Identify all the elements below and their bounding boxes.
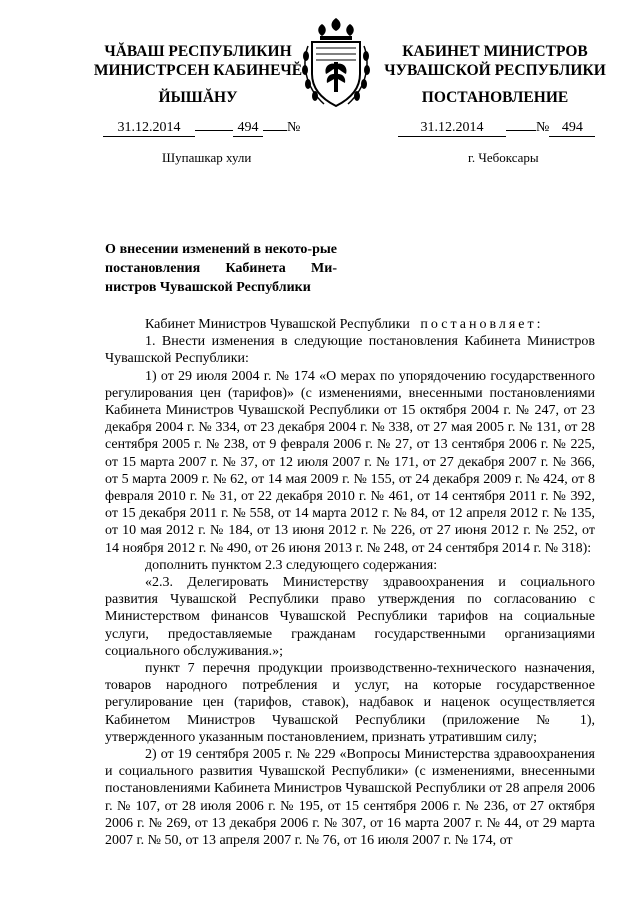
document-body [105,316,595,849]
paragraph-4: «2.3. Делегировать Министерству здравоохранения и социального развития Чувашской Республики право утверждения по согласованию с Министерством финансов Чувашской Республики тарифов на социальные услуги, предоставляемые гражданам государственными организациями социального обслуживания.»; [105,575,595,659]
paragraph-2: 1) от 29 июля 2004 г. № 174 «О мерах по упорядочению государственного регулирования цен (тарифов)» (с изменениями, внесенными постановлениями Кабинета Министров Чувашской Республики от 15 октября 2004 г. № 247, от 23 декабря 2004 г. № 334, от 23 декабря 2004 г. № 338, от 27 мая 2005 г. № 131, от 28 сентября 2005 г. № 238, от 9 февраля 2006 г. № 27, от 13 сентября 2006 г. № 225, от 15 марта 2007 г. № 37, от 12 июля 2007 г. № 171, от 27 декабря 2007 г. № 366, от 5 марта 2009 г. № 62, от 14 мая 2009 г. № 155, от 24 декабря 2009 г. № 424, от 8 февраля 2010 г. № 31, от 22 декабря 2010 г. № 461, от 14 сентября 2011 г. № 392, от 15 декабря 2011 г. № 558, от 14 марта 2012 г. № 84, от 12 апреля 2012 г. № 135, от 10 мая 2012 г. № 184, от 13 июня 2012 г. № 226, от 27 июня 2012 г. № 252, от 14 ноября 2012 г. № 490, от 26 июня 2013 г. № 248, от 24 сентября 2014 г. № 318): [105,368,595,556]
header-right-org [375,42,615,80]
date-left: 31.12.2014 [103,120,195,137]
number-left: 494 [233,120,263,137]
header-right-line1: КАБИНЕТ МИНИСТРОВ [402,43,588,60]
number-sign-right: № [536,120,550,135]
header-left-line2: МИНИСТРСЕН КАБИНЕЧĔ [93,62,303,79]
paragraph-6: 2) от 19 сентября 2005 г. № 229 «Вопросы Министерства здравоохранения и социального развития Чувашской Республики» (с изменениями, внесенными постановлениями Кабинета Министров Чувашской Республики от 28 апреля 2006 г. № 107, от 28 июля 2006 г. № 195, от 15 сентября 2006 г. № 236, от 27 октября 2006 г. № 269, от 13 декабря 2006 г. № 307, от 16 марта 2007 г. № 44, от 29 марта 2007 г. № 50, от 13 апреля 2007 г. № 76, от 16 июля 2007 г. № 174, от [105,747,595,849]
doc-type-right: ПОСТАНОВЛЕНИЕ [421,89,569,106]
paragraph-3: дополнить пунктом 2.3 следующего содержания: [145,557,438,573]
paragraph-5: пункт 7 перечня продукции производственно-технического назначения, товаров народного потребления и услуг, на которые государственное регулирование цен (тарифов, ставок), надбавок и наценок осуществляется Кабинетом Министров Чувашской Республики (приложение № 1), утвержденного указанным постановлением, признать утратившим силу; [105,661,595,745]
number-sign-left: № [287,120,301,135]
city-right: г. Чебоксары [468,150,539,165]
paragraph-preamble [105,316,595,333]
paragraph-1: 1. Внести изменения в следующие постановления Кабинета Министров Чувашской Республики: [105,334,595,367]
header-left-line1: ЧĂВАШ РЕСПУБЛИКИН [104,43,292,60]
date-number-right [398,120,595,137]
document-subject: О внесении изменений в некото-рые постановления Кабинета Ми-нистров Чувашской Республики [105,242,337,295]
header-right-line2: ЧУВАШСКОЙ РЕСПУБЛИКИ [384,62,606,79]
date-number-left [103,120,300,137]
preamble-text: Кабинет Министров Чувашской Республики [145,317,410,332]
city-left: Шупашкар хули [162,150,252,165]
preamble-verb: постановляет: [420,317,544,332]
doc-type-left: ЙЫШĂНУ [158,89,238,106]
chuvash-emblem-icon [300,16,372,112]
header-left-org [78,42,318,80]
date-right: 31.12.2014 [398,120,506,137]
number-right: 494 [549,120,595,137]
